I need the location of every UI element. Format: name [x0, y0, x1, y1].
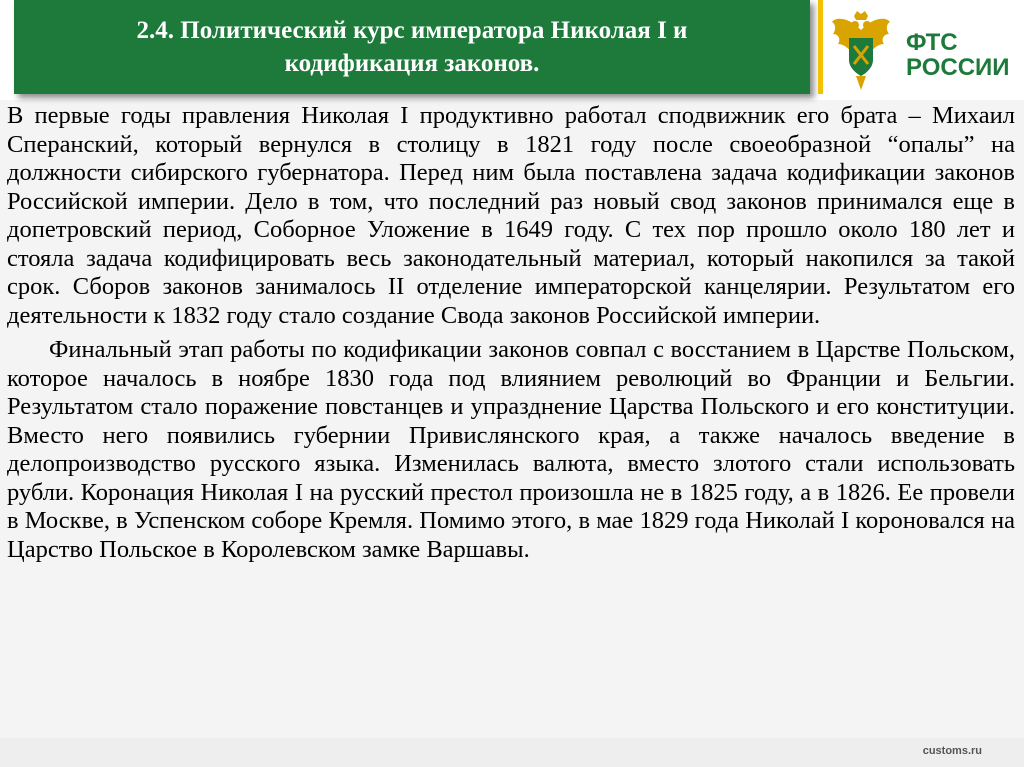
logo-text-line2: РОССИИ: [906, 54, 1010, 81]
logo-text-line1: ФТС: [906, 29, 958, 56]
fts-logo: [830, 8, 1020, 92]
slide-header: [0, 0, 1024, 100]
eagle-emblem-icon: [830, 8, 892, 92]
slide-body: [7, 102, 1015, 570]
accent-bar: [818, 0, 823, 94]
title-banner: [14, 0, 810, 94]
logo-text: [906, 30, 1010, 80]
body-paragraph-1: В первые годы правления Николая I продуктивно работал сподвижник его брата – Михаил Сперанский, который вернулся в столицу в 1821 году после своеобразной “опалы” на должности сибирского губернатора. Перед ним была поставлена задача кодификации законов Российской империи. Дело в том, что последний раз новый свод законов принимался еще в допетровский период, Соборное Уложение в 1649 году. С тех пор прошло около 180 лет и стояла задача кодифицировать весь законодательный материал, который накопился за такой срок. Сборов законов занималось II отделение императорской канцелярии. Результатом его деятельности к 1832 году стало создание Свода законов Российской империи.: [7, 102, 1015, 329]
slide-footer: [0, 738, 1024, 767]
slide-title: 2.4. Политический курс императора Николая I и кодификация законов.: [136, 17, 688, 77]
footer-url: customs.ru: [922, 745, 982, 757]
body-paragraph-2: Финальный этап работы по кодификации законов совпал с восстанием в Царстве Польском, которое началось в ноябре 1830 года под влиянием революций во Франции и Бельгии. Результатом стало поражение повстанцев и упразднение Царства Польского и его конституции. Вместо него появились губернии Привислянского края, а также началось введение в делопроизводство русского языка. Изменилась валюта, вместо злотого стали использовать рубли. Коронация Николая I на русский престол произошла не в 1825 году, а в 1826. Ее провели в Москве, в Успенском соборе Кремля. Помимо этого, в мае 1829 года Николай I короновался на Царство Польское в Королевском замке Варшавы.: [7, 336, 1015, 563]
